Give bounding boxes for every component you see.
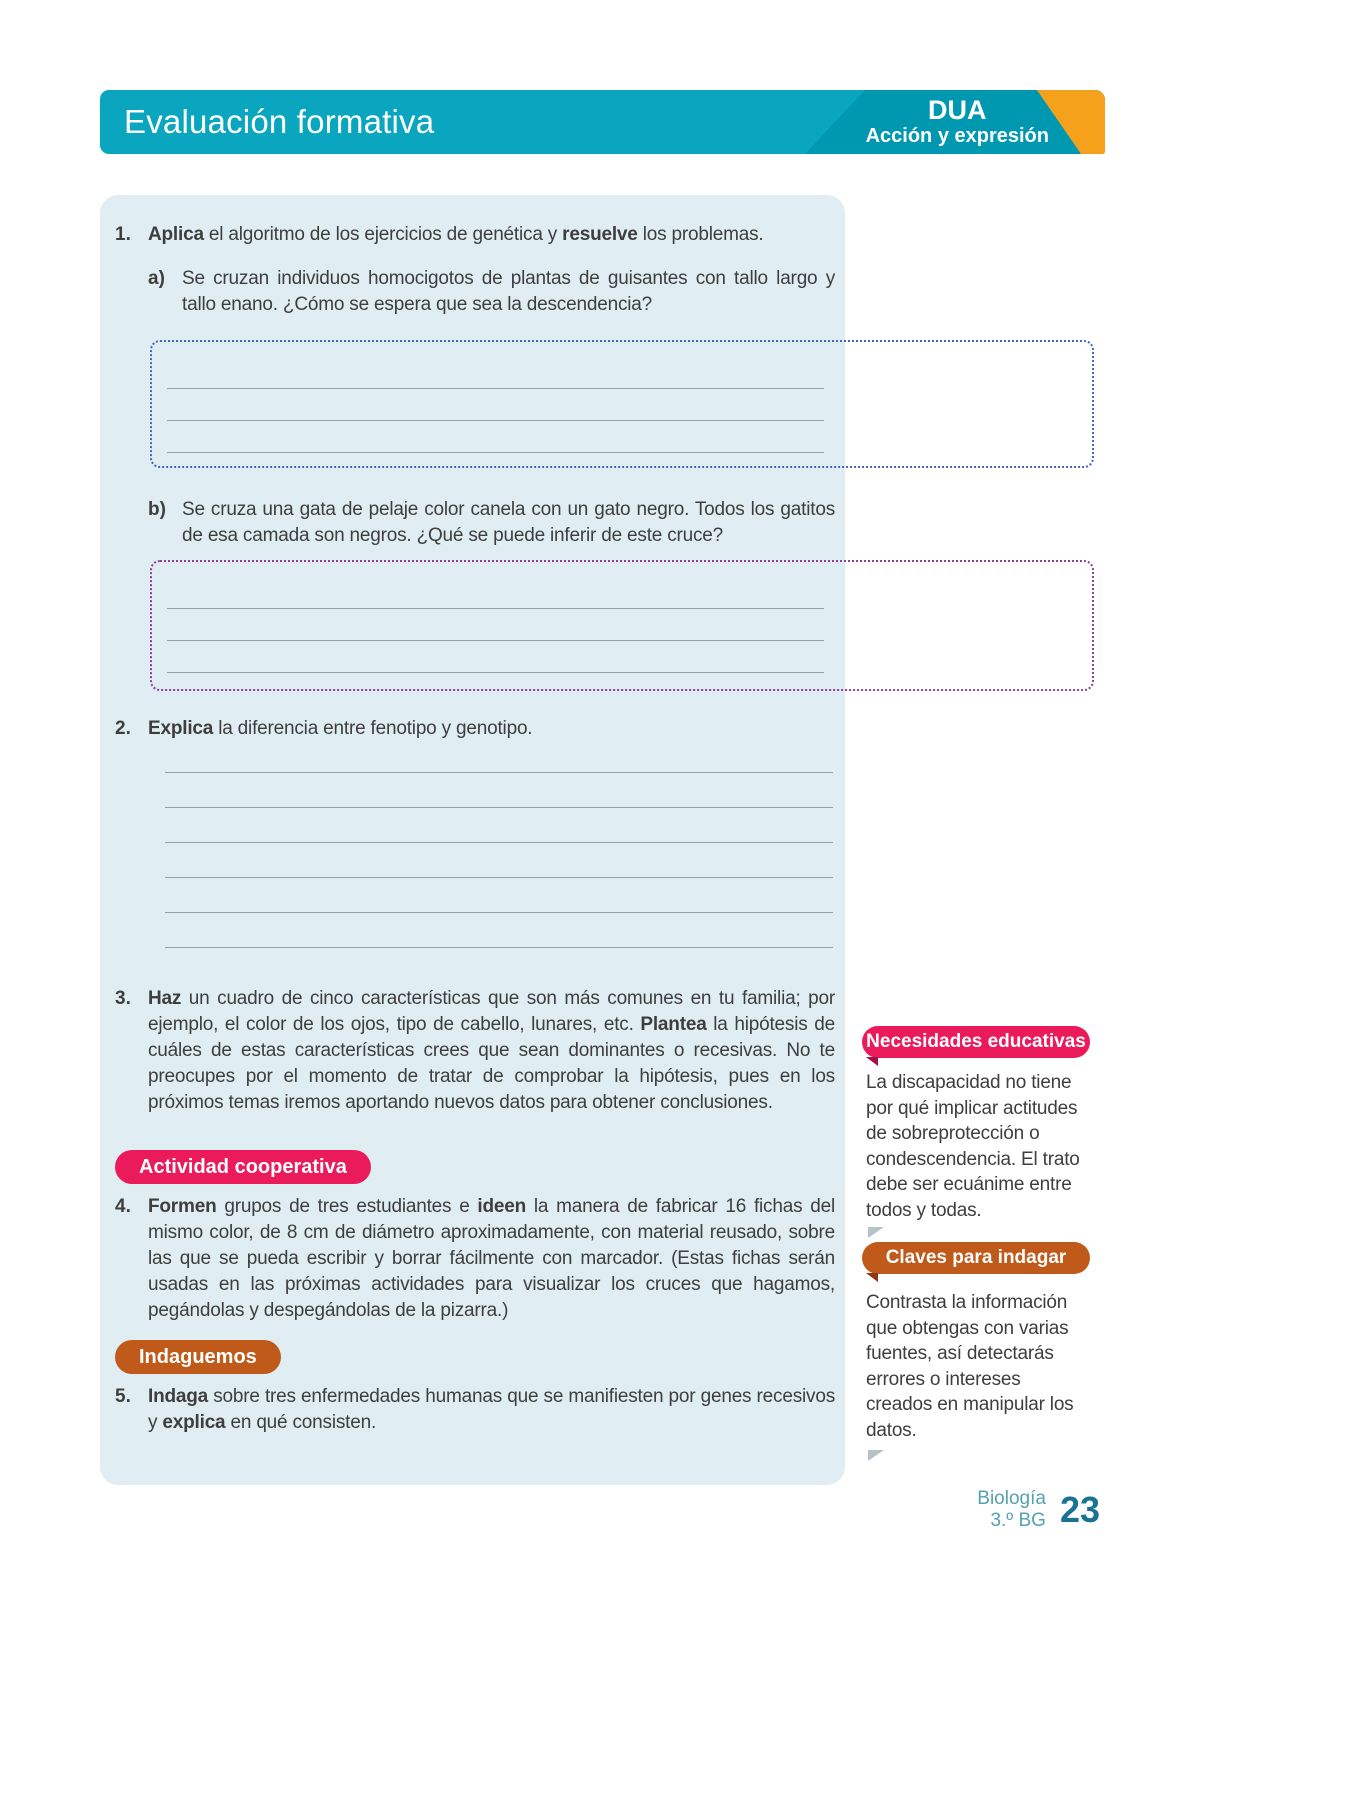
text-segment: la manera de fabricar 16 fichas del mismo color, de 8 cm de diámetro aproximadamente, con material reusado, sobre las que se pueda escribir y borrar fácilmente con marcador. (Estas fichas serán usadas en las próximas actividades para visualizar los cruces que hagamos, pegándolas y despegándolas de la pizarra.) xyxy=(148,1196,835,1321)
answer-line xyxy=(165,877,833,878)
question-3-number: 3. xyxy=(115,988,131,1009)
question-2-number: 2. xyxy=(115,718,131,739)
bold-keyword: ideen xyxy=(477,1196,527,1217)
answer-line xyxy=(167,388,824,389)
page-number: 23 xyxy=(1059,1489,1100,1530)
question-1-text xyxy=(148,222,835,248)
page-footer xyxy=(850,1488,1100,1532)
answer-line xyxy=(165,807,833,808)
note-tail-icon xyxy=(868,1227,884,1238)
question-5-number: 5. xyxy=(115,1386,131,1407)
text-segment: un cuadro de cinco características que son más comunes en tu familia; por ejemplo, el color de los ojos, tipo de cabello, lunares, etc. xyxy=(148,988,835,1035)
text-segment: grupos de tres estudiantes e xyxy=(216,1196,478,1217)
bold-keyword: resuelve xyxy=(562,224,638,245)
bold-keyword: Formen xyxy=(148,1196,217,1217)
question-1-number: 1. xyxy=(115,224,131,245)
answer-line xyxy=(167,608,824,609)
dua-tag xyxy=(866,90,1049,154)
question-1b xyxy=(148,497,835,549)
question-2-text xyxy=(148,716,835,742)
bold-keyword: Aplica xyxy=(148,224,204,245)
bold-keyword: Explica xyxy=(148,718,214,739)
question-4-text xyxy=(148,1194,835,1324)
text-segment: la diferencia entre fenotipo y genotipo. xyxy=(213,718,533,739)
header-banner xyxy=(100,90,1105,154)
question-1a-text: Se cruzan individuos homocigotos de plantas de guisantes con tallo largo y tallo enano. ¿Cómo se espera que sea la descendencia? xyxy=(182,268,835,315)
note-tail-icon xyxy=(868,1450,884,1461)
question-1b-text: Se cruza una gata de pelaje color canela con un gato negro. Todos los gatitos de esa camada son negros. ¿Qué se puede inferir de este cruce? xyxy=(182,499,835,546)
badge-indaguemos xyxy=(115,1340,281,1374)
sidebar-badge-claves-para-indagar: Claves para indagar xyxy=(862,1242,1090,1274)
bold-keyword: Plantea xyxy=(640,1014,707,1035)
question-4-number: 4. xyxy=(115,1196,131,1217)
text-segment: sobre tres enfermedades humanas que se manifiesten por genes recesivos y xyxy=(148,1386,835,1433)
dua-label: DUA xyxy=(928,95,987,126)
question-4 xyxy=(115,1194,835,1324)
sidebar-note-needs-text: La discapacidad no tiene por qué implicar actitudes de sobreprotección o condescendencia. El trato debe ser ecuánime entre todos y todas. xyxy=(866,1072,1080,1221)
answer-box-1a xyxy=(150,340,1094,468)
answer-line xyxy=(165,772,833,773)
footer-grade: 3.º BG xyxy=(990,1510,1046,1531)
question-5-text xyxy=(148,1384,835,1436)
badge-label: Actividad cooperativa xyxy=(139,1155,347,1178)
badge-label: Indaguemos xyxy=(139,1345,257,1368)
badge-actividad-cooperativa xyxy=(115,1150,371,1184)
sidebar-note-keys-text: Contrasta la información que obtengas con varias fuentes, así detectarás errores o intereses creados en manipular los datos. xyxy=(866,1292,1074,1441)
text-segment: en qué consisten. xyxy=(225,1412,377,1433)
question-1a xyxy=(148,266,835,318)
question-3-text xyxy=(148,986,835,1116)
answer-line xyxy=(167,452,824,453)
footer-subject-grade xyxy=(977,1488,1046,1532)
badge-fold xyxy=(866,1057,878,1066)
question-2 xyxy=(115,716,835,742)
answer-line xyxy=(165,842,833,843)
answer-line xyxy=(165,947,833,948)
question-1a-label: a) xyxy=(148,268,165,289)
sidebar-badge-necesidades-educativas: Necesidades educativas xyxy=(862,1026,1090,1058)
question-1 xyxy=(115,222,835,248)
text-segment: los problemas. xyxy=(637,224,764,245)
bold-keyword: Haz xyxy=(148,988,182,1009)
dua-sublabel: Acción y expresión xyxy=(865,124,1049,147)
page-title: Evaluación formativa xyxy=(124,103,435,140)
question-5 xyxy=(115,1384,835,1436)
bold-keyword: Indaga xyxy=(148,1386,209,1407)
text-segment: la hipótesis de cuáles de estas características crees que sean dominantes o recesivas. No te preocupes por el momento de tratar de comprobar la hipótesis, pues en los próximos temas iremos aportando nuevos datos para obtener conclusiones. xyxy=(148,1014,835,1113)
answer-line xyxy=(165,912,833,913)
answer-line xyxy=(167,672,824,673)
question-3 xyxy=(115,986,835,1116)
answer-line xyxy=(167,640,824,641)
answer-box-1b xyxy=(150,560,1094,691)
footer-subject: Biología xyxy=(977,1488,1046,1509)
question-1b-label: b) xyxy=(148,499,166,520)
answer-line xyxy=(167,420,824,421)
text-segment: el algoritmo de los ejercicios de genética y xyxy=(203,224,563,245)
bold-keyword: explica xyxy=(162,1412,226,1433)
badge-fold xyxy=(866,1273,878,1282)
